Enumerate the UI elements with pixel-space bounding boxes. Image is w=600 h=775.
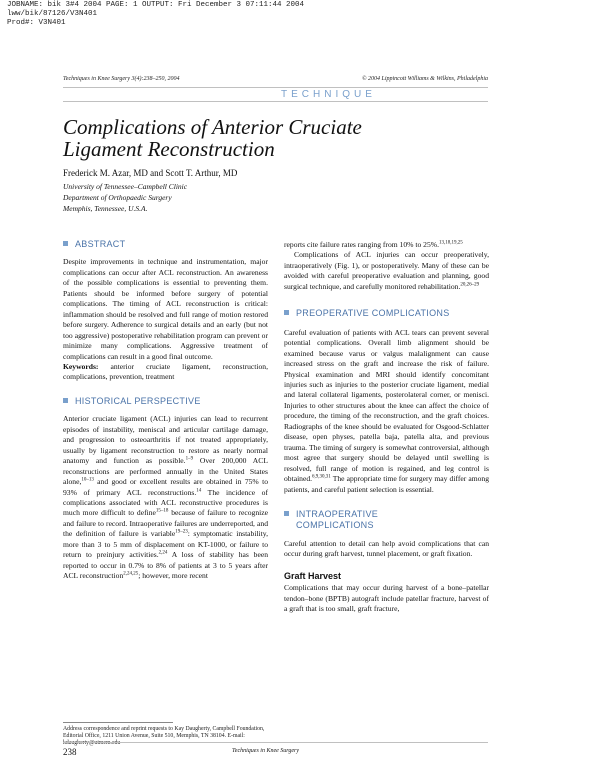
keywords-text: anterior cruciate ligament, reconstruction, complications, prevention, treatment [63, 361, 268, 382]
slug-line-3: Prod#: V3N401 [7, 19, 66, 27]
preop-seg-1: Careful evaluation of patients with ACL tears can prevent several potential complications. Overall limb alignment should be examined because varus or valgus malalignment can cause increased stress on the graft and increase the risk of failure. Physical examination and MRI should identify concomitant injuries such as injuries to the posterior cruciate ligament, medial and lateral collateral ligaments, posterolateral corner, or menisci. Injuries to other structures about the knee can affect the choice of procedure, the timing of the reconstruction, and the graft choices. Radiographs of the knee should be evaluated for Osgood-Schlatter disease, open physes, patella baja, patella alta, and previous trauma. The timing of surgery is somewhat controversial, although most agree that surgery should be delayed until swelling is resolved, full range of motion is regained, and leg control is obtained. [284, 327, 489, 484]
historical-seg-8: ; however, more recent [138, 571, 208, 581]
historical-seg-6: : symptomatic instability, more than 3 to 5 mm of displacement on KT-1000, or failure to return to preinjury activities. [63, 529, 268, 560]
historical-heading-text: HISTORICAL PERSPECTIVE [75, 395, 201, 406]
slug-line-2: lww/bik/87126/V3N401 [7, 10, 98, 18]
historical-seg-3: and good or excellent results are obtained in 75% to 93% of primary ACL reconstructions. [63, 477, 268, 497]
correspondence-footnote: Address correspondence and reprint requests to Kay Daugherty, Campbell Foundation, Editorial Office, 1211 Union Avenue, Suite 510, Memphis, TN 38104. E-mail: kdaugherty@utmem.edu [63, 726, 265, 746]
preop-heading [284, 308, 489, 318]
typesetting-slug [7, 1, 304, 28]
ref-2: 10–13 [81, 477, 94, 483]
authors: Frederick M. Azar, MD and Scott T. Arthur, MD [63, 168, 238, 178]
affiliation-line-1: University of Tennessee–Campbell Clinic [63, 182, 188, 191]
affiliation-line-2: Department of Orthopaedic Surgery [63, 193, 172, 202]
preop-heading-text: PREOPERATIVE COMPLICATIONS [296, 308, 450, 319]
preop-seg-2: The appropriate time for surgery may differ among patients, and careful patient selection is essential. [284, 474, 489, 494]
historical-seg-2: Over 200,000 ACL reconstructions are performed annually in the United States alone, [63, 456, 268, 487]
section-label: TECHNIQUE [281, 89, 376, 100]
keywords [63, 362, 268, 383]
heading-square-icon [284, 511, 289, 516]
right-column [284, 240, 489, 615]
affiliation-line-3: Memphis, Tennessee, U.S.A. [63, 204, 148, 213]
historical-seg-1: Anterior cruciate ligament (ACL) injuries can lead to recurrent episodes of instability, meniscal and articular cartilage damage, and progression to osteoarthritis if not treated appropriately, usually by ligament reconstruction to restore as nearly normal anatomy and function as possible. [63, 414, 268, 466]
ref-preop: 6,9,30,31 [312, 474, 331, 480]
graft-harvest-heading: Graft Harvest [284, 570, 342, 581]
heading-square-icon [63, 241, 68, 246]
ref-3: 14 [196, 487, 202, 493]
historical-seg-4: The incidence of complications associated with ACL reconstructive procedures is much more difficult to define [63, 487, 268, 518]
abstract-heading [63, 239, 268, 249]
keywords-label: Keywords: [63, 361, 99, 371]
ref-4: 15–18 [155, 508, 169, 514]
complications-seg: Complications of ACL injuries can occur preoperatively, intraoperatively (Fig. 1), or postoperatively. Many of these can be avoided with careful preoperative evaluation and planning, good surgical technique, and carefully monitored rehabilitation. [284, 250, 489, 291]
heading-square-icon [284, 310, 289, 315]
ref-5: 19–23 [175, 529, 188, 535]
footer-journal: Techniques in Knee Surgery [232, 748, 300, 754]
article-title [63, 116, 483, 160]
slug-line-1: JOBNAME: bik 3#4 2004 PAGE: 1 OUTPUT: Fri December 3 07:11:44 2004 [7, 1, 305, 9]
ref-cont: 13,18,19,25 [439, 240, 463, 246]
left-column [63, 239, 268, 582]
title-line-1: Complications of Anterior Cruciate [63, 115, 362, 139]
graft-harvest-text: Complications that may occur during harvest of a bone–patellar tendon–bone (BPTB) autograft include patellar fracture, harvest of a graft that is too small, graft fracture, [284, 583, 489, 614]
running-head-right: © 2004 Lippincott Williams & Wilkins, Philadelphia [361, 76, 488, 82]
abstract-heading-text: ABSTRACT [75, 239, 126, 249]
continued-text [284, 240, 489, 250]
top-rule [63, 87, 488, 88]
intraop-heading [284, 509, 489, 531]
preop-text [284, 328, 489, 495]
ref-1: 1–9 [185, 456, 194, 462]
section-band [63, 89, 488, 102]
complications-paragraph [284, 250, 489, 292]
ref-7: 2,24,25 [123, 571, 139, 577]
continued-seg: reports cite failure rates ranging from 10% to 25%. [284, 240, 439, 249]
historical-heading [63, 396, 268, 406]
intraop-text: Careful attention to detail can help avoid complications that can occur during graft harvest, tunnel placement, or graft fixation. [284, 538, 489, 559]
bottom-rule [63, 742, 488, 743]
footnote-rule [63, 722, 173, 723]
page-number: 238 [63, 747, 77, 757]
intraop-heading-line-2: COMPLICATIONS [296, 519, 374, 530]
ref-6: 2,24 [158, 550, 168, 556]
historical-seg-5: because of failure to recognize and failure to record. Intraoperative failures are underreported, and the definition of failure is variable [63, 508, 268, 539]
abstract-text: Despite improvements in technique and instrumentation, major complications can occur after ACL reconstruction. An awareness of the possible complications is essential to preventing them. Patients should be informed before surgery of potential complications. The timing of ACL reconstruction is critical: inflammation should be resolved and full range of motion restored before surgery. Adherence to surgical details and an early (but not too aggressive) postoperative rehabilitation program can prevent or minimize many complications. Aggressive treatment of complications can result in a good final outcome. [63, 257, 268, 361]
title-line-2: Ligament Reconstruction [63, 137, 275, 161]
heading-square-icon [63, 398, 68, 403]
running-head-left: Techniques in Knee Surgery 3(4):238–250, 2004 [63, 76, 180, 82]
ref-p2: 20,26–29 [460, 282, 480, 288]
affiliation [63, 181, 187, 214]
historical-seg-7: A loss of stability has been reported to occur in 0.7% to 8% of patients at 3 to 5 years after ACL reconstruction [63, 550, 268, 581]
historical-text [63, 414, 268, 581]
intraop-heading-line-1: INTRAOPERATIVE [296, 508, 379, 519]
